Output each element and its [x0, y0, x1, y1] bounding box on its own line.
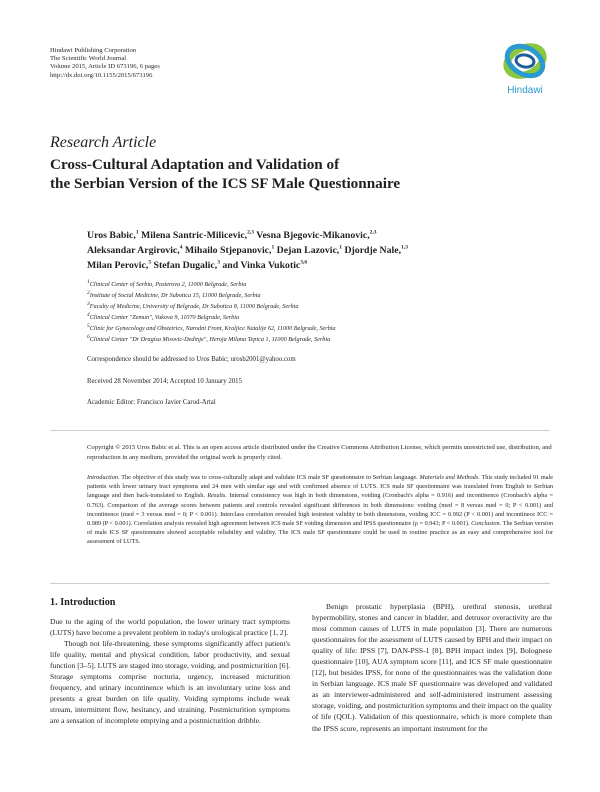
body-column-right	[312, 601, 552, 734]
affiliation-sup: 1	[87, 278, 90, 285]
abstract-conclusion-text: The Serbian version of male ICS SF questionnaire showed acceptable reliability and validity. The ICS male SF questionnaire could be used in routine practice as an easy and comprehensive tool for assessment of LUTS.	[87, 520, 553, 546]
author-sup: 3,6	[300, 259, 308, 266]
journal-name: The Scientific World Journal	[50, 55, 127, 63]
author-list	[87, 228, 557, 273]
affiliation-item	[87, 290, 557, 301]
affiliation-item	[87, 279, 557, 290]
volume-line: Volume 2015, Article ID 673196, 6 pages	[50, 63, 160, 71]
section-heading: 1. Introduction	[50, 597, 116, 608]
author-name: Mihailo Stjepanovic,	[184, 245, 272, 256]
abstract	[87, 473, 553, 547]
affiliation-text: Clinical Center "Dr Dragisa Misovic-Dedinje", Heroja Milana Tepica 1, 11000 Belgrade, Serbia	[89, 336, 331, 343]
abstract-methods-label: Materials and Methods.	[419, 474, 480, 481]
author-sup: 1	[135, 229, 139, 236]
author-sup: 1	[271, 244, 275, 251]
paragraph: Though not life-threatening, these symptoms significantly affect patient's life quality, mental and physical condition, labor productivity, and sexual function [3–5]. LUTS are staged into storage, voiding, and postmicturition [6]. Storage symptoms comprise nocturia, urgency, increased micturition frequency, and urinary incontinence which is an involuntary urine loss and presents a great burden on life quality. Voiding symptoms include weak stream, intermittent flow, hesitancy, and straining. Postmicturition symptoms are a sensation of incomplete emptying and a postmicturition dribble.	[50, 639, 290, 726]
divider	[50, 430, 550, 431]
affiliation-text: Clinical Center "Zemun", Vukova 9, 11070 Belgrade, Serbia	[89, 314, 240, 321]
affiliation-text: Clinical Center of Serbia, Pasterova 2, 11000 Belgrade, Serbia	[89, 281, 247, 288]
affiliation-sup: 4	[87, 311, 90, 318]
author-line-3	[87, 258, 557, 273]
paragraph: Due to the aging of the world population, the lower urinary tract symptoms (LUTS) have become a prevalent problem in today's urological practice [1, 2].	[50, 617, 290, 638]
author-sup: 2,3	[369, 229, 377, 236]
article-type: Research Article	[50, 134, 157, 151]
abstract-intro-label: Introduction.	[87, 474, 120, 481]
correspondence: Correspondence should be addressed to Uros Babic; urosb2001@yahoo.com	[87, 356, 296, 363]
article-title	[50, 156, 570, 193]
received-date: Received 28 November 2014; Accepted 10 January 2015	[87, 378, 242, 385]
affiliation-sup: 2	[87, 289, 90, 296]
affiliation-text: Faculty of Medicine, University of Belgrade, Dr Subotica 8, 11000 Belgrade, Serbia	[89, 303, 299, 310]
affiliation-text: Clinic for Gynecology and Obstetrics, Narodni Front, Kraljice Natalije 62, 11000 Belgrade, Serbia	[89, 325, 336, 332]
copyright-notice: Copyright © 2015 Uros Babic et al. This is an open access article distributed under the Creative Commons Attribution License, which permits unrestricted use, distribution, and reproduction in any medium, provided the original work is properly cited.	[87, 444, 552, 461]
abstract-intro-text: The objective of this study was to cross-culturally adapt and validate ICS male SF questionnaire to Serbian language.	[119, 474, 420, 481]
logo-text: Hindawi	[507, 85, 543, 96]
paragraph: Benign prostatic hyperplasia (BPH), urethral stenosis, urethral hypermobility, stones and cancer in bladder, and detrusor overactivity are the most common causes of LUTS in male population [3]. There are numerous questionnaires for the assessment of LUTS caused by BPH and their impact on quality of life: IPSS [7], DAN-PSS-1 [8], BPH impact index [9], Bolognese questionnaire [10], AUA symptom score [11], and ICS SF male questionnaire [12], but besides IPSS, for none of the questionnaires was the validation done in Serbian language. ICS male SF questionnaire was developed and validated as an interviewer-administered and self-administered instrument assessing storage, voiding, and postmicturition symptoms and their impact on the quality of life (QOL). Validation of this questionnaire, which is more complete than the IPSS score, represents an important instrument for the	[312, 602, 553, 733]
journal-info	[50, 47, 160, 80]
body-column-left	[50, 596, 290, 726]
abstract-conclusion-label: Conclusion.	[471, 520, 502, 528]
abstract-results-label: Results.	[207, 492, 227, 500]
abstract-methods-text: This study included 91 male patients with lower urinary tract symptoms and 24 men with similar age and with confirmed absence of LUTS. ICS male SF questionnaire was translated from English to Serbian language and then back-translated to English.	[87, 474, 553, 500]
affiliation-item	[87, 301, 557, 312]
author-sup: 2,3	[247, 229, 254, 236]
author-name: Uros Babic,	[87, 230, 136, 241]
author-sup: 3	[217, 259, 220, 266]
title-line-1: Cross-Cultural Adaptation and Validation of	[50, 156, 340, 173]
affiliation-sup: 5	[87, 322, 90, 329]
affiliation-sup: 3	[87, 300, 90, 307]
author-line-2	[87, 243, 557, 258]
hindawi-logo-icon	[500, 38, 550, 84]
affiliation-item	[87, 334, 557, 345]
divider	[50, 583, 550, 584]
author-name: Milan Perovic,	[87, 260, 149, 271]
author-line-1	[87, 228, 557, 243]
author-name: Vesna Bjegovic-Mikanovic,	[256, 230, 370, 241]
author-name: Stefan Dugalic,	[153, 260, 218, 271]
author-sup: 5	[148, 259, 152, 266]
affiliation-list	[87, 279, 557, 345]
affiliation-item	[87, 323, 557, 334]
author-name: Dejan Lazovic,	[276, 245, 340, 256]
author-sup: 4	[179, 244, 183, 251]
abstract-results-text: Internal consistency was high in both dimensions, voiding (Cronbach's alpha = 0.916) and incontinence (Cronbach's alpha = 0.763). Comparison of the average scores between patients and controls revealed significant differences in both dimensions: voiding (med = 8 versus med = 0; P < 0.001) and incontinence (med = 3 versus med = 0; P < 0.001). Interclass correlation revealed high testretest validity in both dimensions, voiding ICC = 0.992 (P < 0.001) and incontinece ICC = 0.989 (P < 0.001). Correlation analysis revealed high agreement between ICS male SF voiding dimension and IPSS questionnaire (ρ = 0.943; P < 0.001).	[87, 492, 553, 528]
publisher: Hindawi Publishing Corporation	[50, 47, 137, 54]
affiliation-sup: 6	[87, 333, 90, 340]
author-name: Aleksandar Argirovic,	[87, 245, 180, 256]
author-sup: 1	[339, 244, 343, 251]
affiliation-item	[87, 312, 557, 323]
author-sup: 1,3	[401, 244, 408, 251]
title-line-2: the Serbian Version of the ICS SF Male Questionnaire	[50, 174, 401, 192]
author-name: Djordje Nale,	[344, 245, 402, 256]
author-name: and Vinka Vukotic	[222, 260, 301, 271]
academic-editor: Academic Editor: Francisco Javier Carod-Artal	[87, 399, 216, 406]
author-name: Milena Santric-Milicevic,	[141, 230, 248, 241]
hindawi-logo	[496, 38, 554, 108]
doi-link[interactable]: http://dx.doi.org/10.1155/2015/673196	[50, 71, 153, 79]
affiliation-text: Institute of Social Medicine, Dr Subotica 15, 11000 Belgrade, Serbia	[89, 292, 261, 299]
